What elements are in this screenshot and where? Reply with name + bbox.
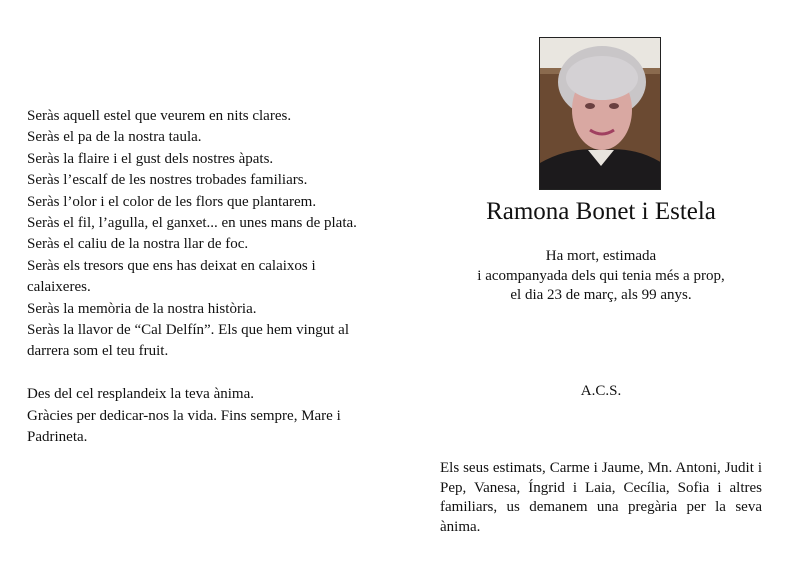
- poem-line: Seràs la memòria de la nostra història.: [27, 300, 257, 317]
- poem-line: Seràs els tresors que ens has deixat en calaixos i: [27, 257, 316, 274]
- poem-line: Gràcies per dedicar-nos la vida. Fins sempre, Mare i: [27, 407, 341, 424]
- acs-text: A.C.S.: [580, 383, 622, 399]
- poem-line: Padrineta.: [27, 429, 88, 446]
- poem-line: Seràs la flaire i el gust dels nostres àpats.: [27, 150, 274, 167]
- poem-line: Seràs l’escalf de les nostres trobades familiars.: [27, 172, 308, 189]
- deceased-name: Ramona Bonet i Estela: [486, 198, 716, 225]
- announcement-line: Ha mort, estimada: [545, 248, 657, 264]
- poem-line: Seràs aquell estel que veurem en nits clares.: [27, 108, 292, 124]
- poem-line: Seràs la llavor de “Cal Delfín”. Els que hem vingut al: [27, 322, 349, 339]
- announcement-line: i acompanyada dels qui tenia més a prop,: [477, 267, 725, 284]
- poem-line: Seràs l’olor i el color de les flors que plantarem.: [27, 193, 317, 210]
- poem-line: Seràs el fil, l’agulla, el ganxet... en unes mans de plata.: [27, 215, 357, 232]
- poem-line: Des del cel resplandeix la teva ànima.: [27, 386, 254, 403]
- portrait-photo: [539, 37, 661, 190]
- memorial-poem: [27, 106, 397, 448]
- poem-line: darrera som el teu fruit.: [27, 343, 169, 360]
- poem-line: Seràs el pa de la nostra taula.: [27, 129, 202, 146]
- poem-line: calaixeres.: [27, 279, 91, 296]
- family-message: Els seus estimats, Carme i Jaume, Mn. Antoni, Judit i Pep, Vanesa, Íngrid i Laia, Cecília, Sofia i altres familiars, us demanem una pregària per la seva ànima.: [440, 460, 762, 535]
- poem-line: Seràs el caliu de la nostra llar de foc.: [27, 236, 249, 253]
- announcement-line: el dia 23 de març, als 99 anys.: [510, 287, 692, 304]
- stanza-gap: [27, 363, 397, 384]
- death-announcement: [440, 247, 762, 306]
